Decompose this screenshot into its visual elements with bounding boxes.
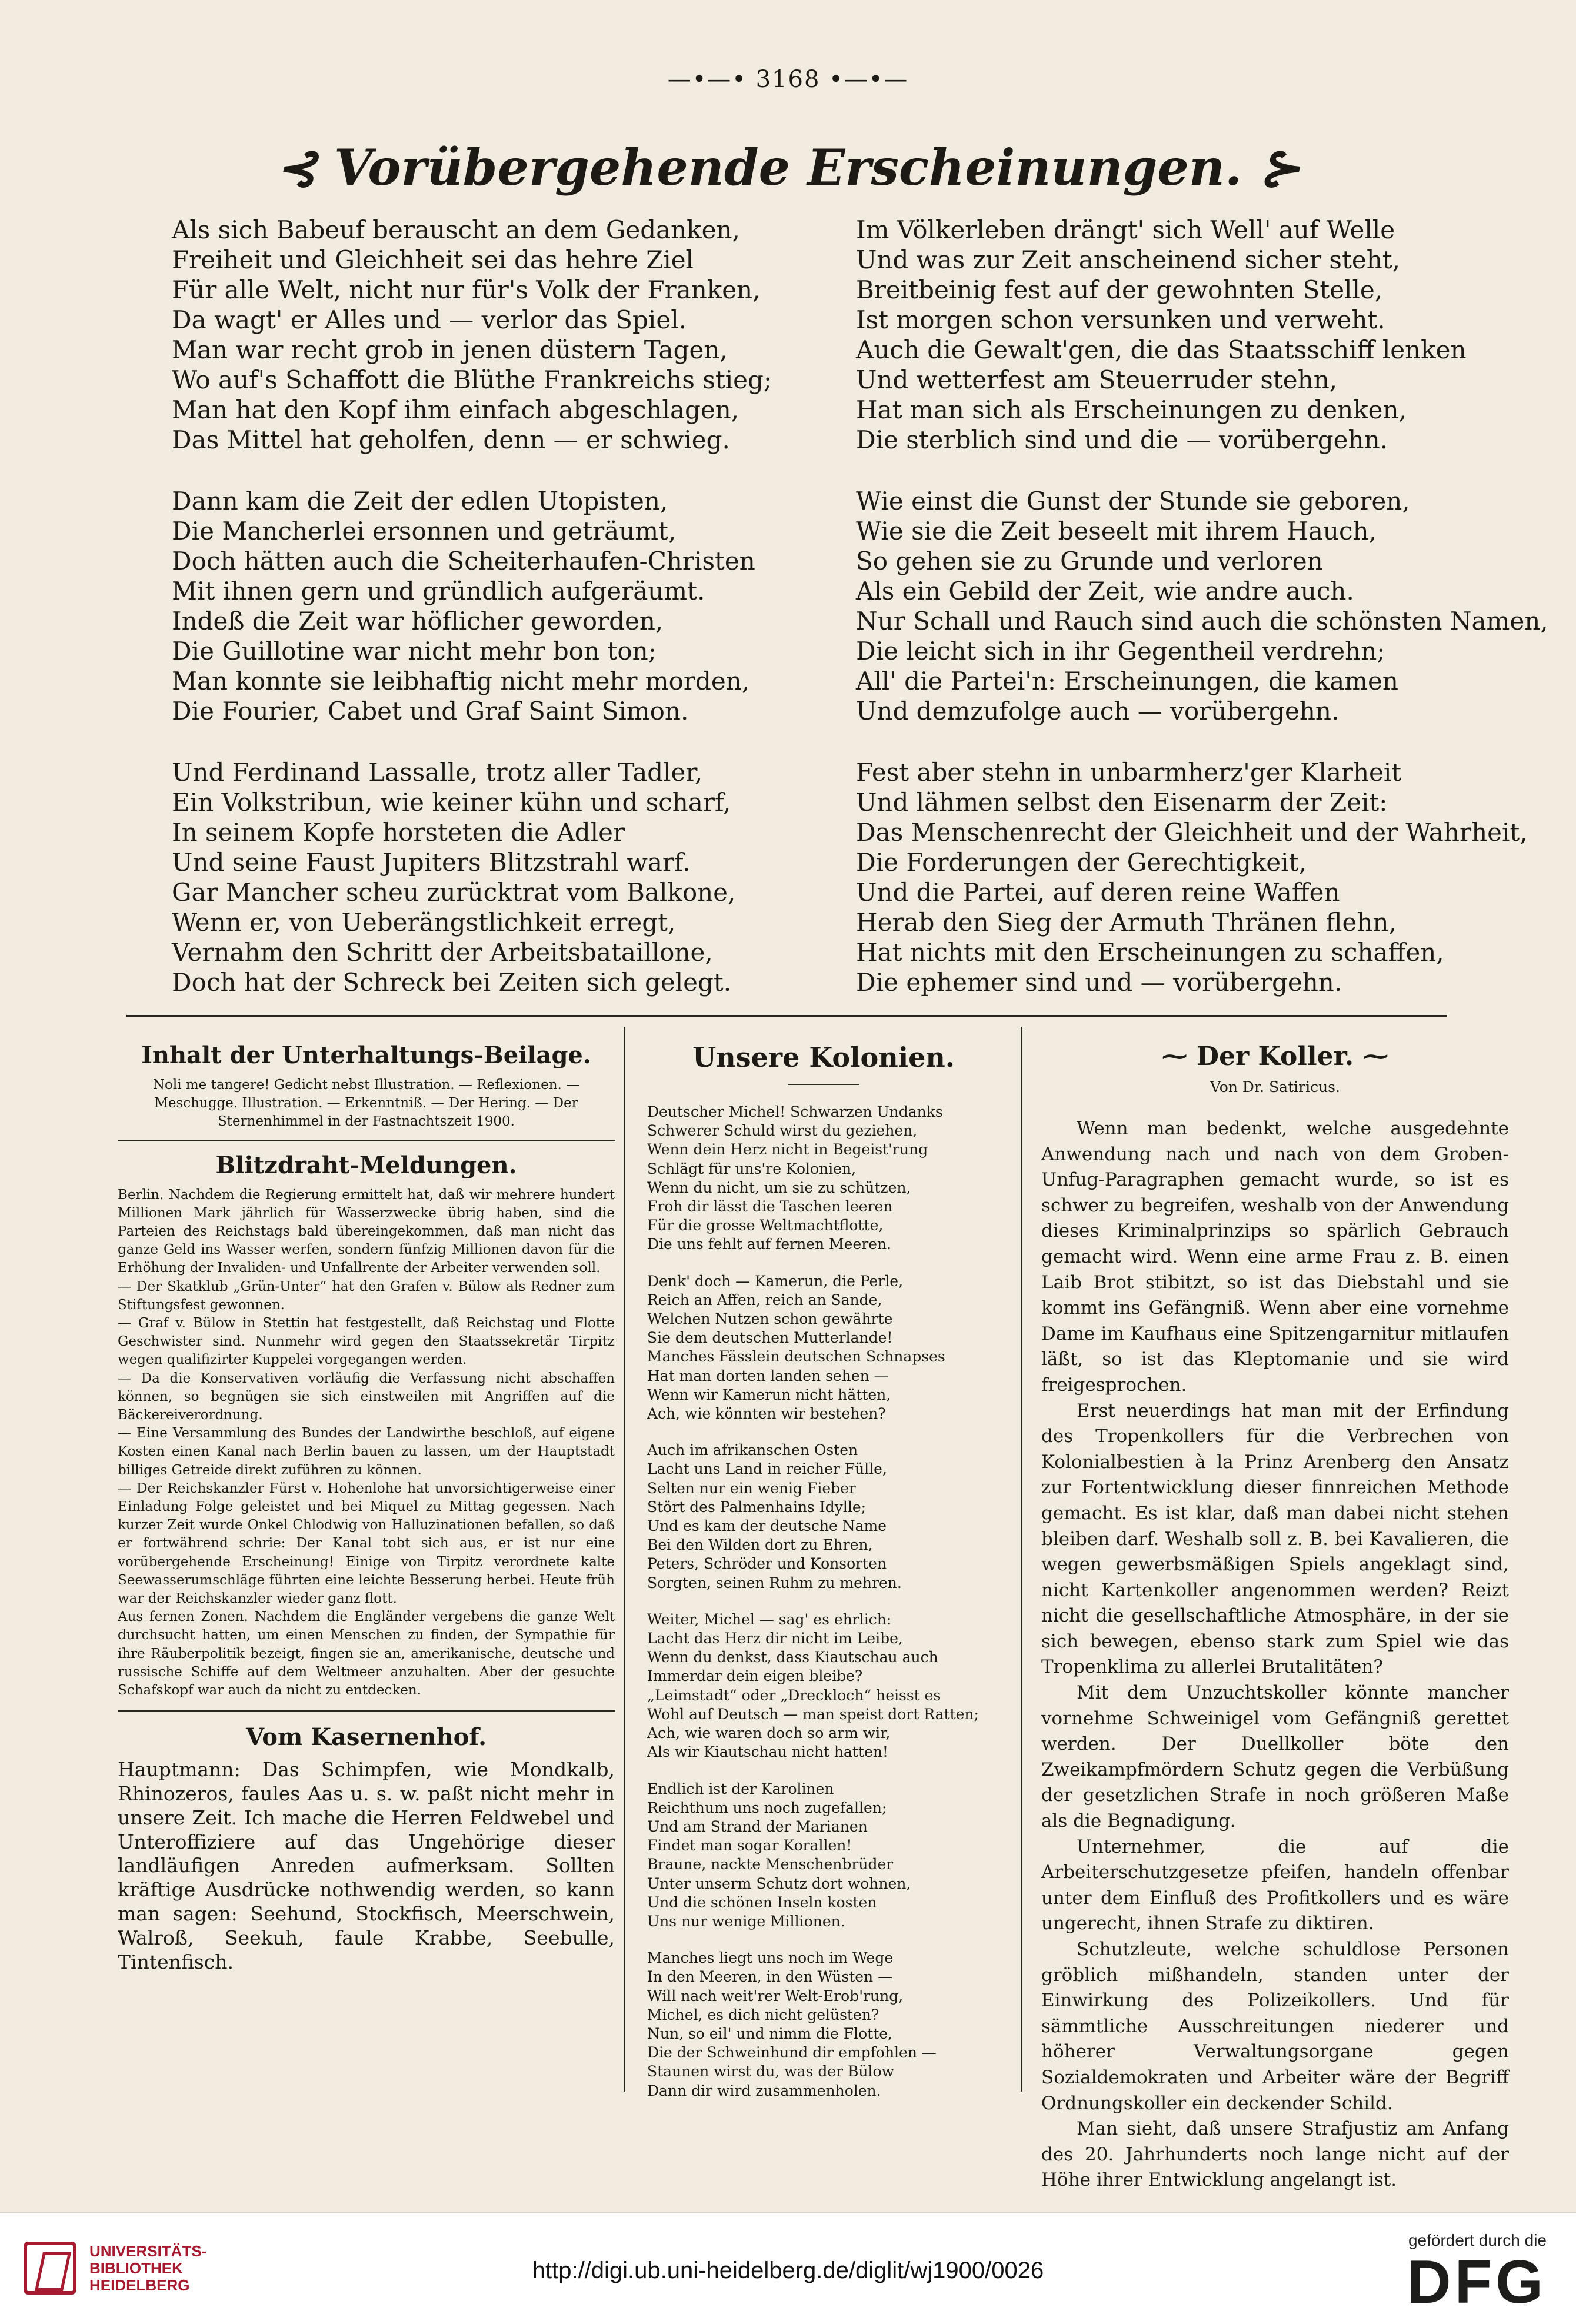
stanza [647,1780,1018,1932]
verse-line: Braune, nackte Menschenbrüder [647,1856,894,1873]
paragraph: Erst neuerdings hat man mit der Erfindung des Tropenkollers für die Verbrechen von Kolonialbestien à la Prinz Arenberg den Ansatz zur Fortentwicklung dieser finnreichen Methode gemacht. Es ist klar, daß man dabei nicht stehen bleiben darf. Weshalb soll z. B. bei Kavalieren, die wegen gewerbsmäßigen Spiels angeklagt sind, nicht Kartenkoller angenommen werden? Reizt nicht die gesellschaftliche Atmosphäre, in der sie sich bewegen, ebenso stark zum Spiel wie das Tropenklima zu allerlei Brutalitäten? [1041,1400,1509,1678]
inhalt-text: Noli me tangere! Gedicht nebst Illustration. — Reflexionen. — Meschugge. Illustration. — Erkenntniß. — Der Hering. — Der Sternenhimmel in der Fastnachtszeit 1900. [152,1077,580,1130]
kasernenhof-text: Hauptmann: Das Schimpfen, wie Mondkalb, Rhinozeros, faules Aas u. s. w. paßt nicht mehr in unsere Zeit. Ich mache die Herren Feldwebel und Unteroffiziere auf das Ungehörige dieser landläufigen Anreden aufmerksam. Sollten kräftige Ausdrücke nothwendig werden, so kann man sagen: Seehund, Stockfisch, Meerschwein, Walroß, Seekuh, faule Krabbe, Seebulle, Tintenfisch. [118,1758,615,1973]
verse-line: Lacht uns Land in reicher Fülle, [647,1460,887,1478]
verse-line: Doch hat der Schreck bei Zeiten sich gelegt. [172,968,732,997]
verse-line: Wenn er, von Ueberängstlichkeit erregt, [172,908,676,937]
verse-line: Für alle Welt, nicht nur für's Volk der Franken, [172,275,761,304]
koller-body [1041,1116,1509,2193]
verse-line: Fest aber stehn in unbarmherz'ger Klarheit [856,758,1402,787]
poem-title: ⊰ Vorübergehende Erscheinungen. ⊱ [275,138,1301,197]
verse-line: Wenn du nicht, um sie zu schützen, [647,1178,911,1196]
verse-line: Schwerer Schuld wirst du geziehen, [647,1122,918,1140]
verse-line: Als sich Babeuf berauscht an dem Gedanken, [172,215,740,244]
stanza [647,1103,1018,1254]
verse-line: Und seine Faust Jupiters Blitzstrahl warf. [172,848,691,877]
kasernenhof-heading: Vom Kasernenhof. [245,1723,487,1752]
footer-bar [0,2212,1576,2324]
koller-heading: ⁓ Der Koller. ⁓ [1161,1041,1389,1071]
blitz-heading: Blitzdraht-Meldungen. [215,1151,517,1179]
verse-line: Im Völkerleben drängt' sich Well' auf Welle [856,215,1395,244]
verse-line: Und Ferdinand Lassalle, trotz aller Tadler, [172,758,703,787]
verse-line: In den Meeren, in den Wüsten — [647,1968,893,1986]
verse-line: Dann dir wird zusammenholen. [647,2082,881,2099]
verse-line: Staunen wirst du, was der Bülow [647,2063,894,2080]
verse-line: Und die Partei, auf deren reine Waffen [856,878,1340,907]
stanza [856,757,1556,997]
verse-line: Gar Mancher scheu zurücktrat vom Balkone, [172,878,736,907]
verse-line: Da wagt' er Alles und — verlor das Spiel. [172,305,687,334]
verse-line: Und demzufolge auch — vorübergehn. [856,697,1340,725]
verse-line: Endlich ist der Karolinen [647,1780,834,1797]
verse-line: Sie dem deutschen Mutterlande! [647,1329,893,1347]
verse-line: Ist morgen schon versunken und verweht. [856,305,1385,334]
verse-line: Hat man dorten landen sehen — [647,1367,889,1384]
verse-line: Michel, es dich nicht gelüsten? [647,2006,879,2023]
verse-line: Nur Schall und Rauch sind auch die schönsten Namen, [856,607,1548,635]
verse-line: „Leimstadt“ oder „Dreckloch“ heisst es [647,1686,941,1704]
verse-line: Vernahm den Schritt der Arbeitsbataillone, [172,938,713,967]
right-column [1041,1041,1509,2191]
verse-line: Peters, Schröder und Konsorten [647,1555,887,1573]
verse-line: Und was zur Zeit anscheinend sicher steht, [856,245,1400,274]
koller-author: Von Dr. Satiricus. [1210,1078,1340,1096]
divider [118,1710,615,1712]
paragraph: — Graf v. Bülow in Stettin hat festgestellt, daß Reichstag und Flotte Geschwister sind. Nunmehr wird gegen den Staatssekretär Tirpitz wegen qualifizirter Kuppelei vorgegangen werden. [118,1316,615,1368]
stanza [172,757,872,997]
verse-line: Reichthum uns noch zugefallen; [647,1799,887,1816]
verse-line: So gehen sie zu Grunde und verloren [856,547,1323,575]
verse-line: Immerdar dein eigen bleibe? [647,1667,863,1685]
paragraph: Aus fernen Zonen. Nachdem die Engländer vergebens die ganze Welt durchsucht hatten, um einen Menschen zu finden, der Sympathie für ihre Räuberpolitik bezeigt, fingen sie an, amerikanische, deutsche und russische Schiffe auf dem Weltmeer anzuhalten. Aber der gesuchte Schafskopf war auch da nicht zu entdecken. [118,1609,615,1699]
verse-line: Selten nur ein wenig Fieber [647,1479,856,1497]
verse-line: Das Menschenrecht der Gleichheit und der Wahrheit, [856,818,1528,847]
column-rule [1021,1027,1022,2092]
verse-line: Auch im afrikanschen Osten [647,1441,858,1459]
verse-line: Wenn dein Herz nicht in Begeist'rung [647,1141,928,1158]
paragraph: Mit dem Unzuchtskoller könnte mancher vornehme Schweinigel vom Gefängniß gerettet werden. Der Duellkoller böte den Zweikampfmördern Schutz gegen die Verbüßung der gesetzlichen Strafe in noch größeren Maße als die Begnadigung. [1041,1682,1509,1832]
stanza [647,1610,1018,1762]
verse-line: Ach, wie könnten wir bestehen? [647,1405,886,1423]
paragraph: Unternehmer, die auf die Arbeiterschutzgesetze pfeifen, handeln offenbar unter dem Einfluß des Profitkollers und es wäre ungerecht, ihnen Strafe zu diktiren. [1041,1836,1509,1935]
verse-line: Herab den Sieg der Armuth Thränen flehn, [856,908,1397,937]
verse-line: Man war recht grob in jenen düstern Tagen, [172,335,728,364]
verse-line: Wenn du denkst, dass Kiautschau auch [647,1649,938,1666]
verse-line: Man hat den Kopf ihm einfach abgeschlagen, [172,395,739,424]
verse-line: Manches Fässlein deutschen Schnapses [647,1348,945,1366]
verse-line: Wie einst die Gunst der Stunde sie geboren, [856,487,1410,515]
verse-line: Wenn wir Kamerun nicht hätten, [647,1386,891,1403]
stanza [647,1272,1018,1424]
verse-line: Stört des Palmenhains Idylle; [647,1498,867,1516]
verse-line: Das Mittel hat geholfen, denn — er schwieg. [172,425,730,454]
verse-line: Die sterblich sind und die — vorübergehn. [856,425,1388,454]
verse-line: Doch hätten auch die Scheiterhaufen-Christen [172,547,755,575]
verse-line: Und die schönen Inseln kosten [647,1893,877,1911]
verse-line: Schlägt für uns're Kolonien, [647,1160,857,1177]
stanza [856,486,1556,726]
column-rule [624,1027,625,2092]
paragraph: — Der Reichskanzler Fürst v. Hohenlohe hat unvorsichtigerweise einer Einladung Folge geleistet und bei Miquel zu Mittag gegessen. Nach kurzer Zeit wurde Onkel Chlodwig von Halluzinationen befallen, so daß er fortwährend schrie: Der Kanal tobt sich aus, er ist nur eine vorübergehende Erscheinung! Einige von Tirpitz verordnete kalte Seewasserumschläge führten eine leichte Besserung herbei. Heute früh war der Reichskanzler wieder ganz flott. [118,1480,615,1607]
poem-right-column [856,215,1556,1028]
middle-column [629,1041,1018,2100]
paragraph: Schutzleute, welche schuldlose Personen gröblich mißhandeln, standen unter der Einwirkung des Polizeikollers. Und für sämmtliche Ausschreitungen niederer und höherer Verwaltungsorgane gegen Sozialdemokraten und Arbeiter wäre der Begriff Ordnungskoller ein deckender Schild. [1041,1939,1509,2114]
left-column [118,1041,615,2100]
source-url[interactable]: http://digi.ub.uni-heidelberg.de/diglit/wj1900/0026 [532,2258,1044,2283]
verse-line: Dann kam die Zeit der edlen Utopisten, [172,487,668,515]
page-number: —•—• 3168 •—•— [667,66,909,93]
verse-line: Welchen Nutzen schon gewährte [647,1310,893,1328]
verse-line: Hat nichts mit den Erscheinungen zu schaffen, [856,938,1444,967]
verse-line: Ein Volkstribun, wie keiner kühn und scharf, [172,788,731,817]
paragraph: — Der Skatklub „Grün-Unter“ hat den Grafen v. Bülow als Redner zum Stiftungsfest gewonnen. [118,1278,615,1313]
verse-line: Wie sie die Zeit beseelt mit ihrem Hauch, [856,517,1377,545]
verse-line: Nun, so eil' und nimm die Flotte, [647,2025,892,2042]
paragraph: — Eine Versammlung des Bundes der Landwirthe beschloß, auf eigene Kosten einen Kanal nach Berlin bauen zu lassen, um der Hauptstadt billiges Getreide direkt zuführen zu können. [118,1426,615,1478]
verse-line: Will nach weit'rer Welt-Erob'rung, [647,1987,904,2005]
paragraph: — Da die Konservativen vorläufig die Verfassung nicht abschaffen können, so begnügen sie sich einstweilen mit Angriffen auf die Bäckereiverordnung. [118,1370,615,1423]
kolonien-heading: Unsere Kolonien. [692,1041,955,1073]
blitz-body [118,1186,615,1700]
stanza [647,1441,1018,1593]
university-name: UNIVERSITÄTS- BIBLIOTHEK HEIDELBERG [89,2242,207,2294]
verse-line: Die uns fehlt auf fernen Meeren. [647,1236,892,1253]
paragraph: Berlin. Nachdem die Regierung ermittelt hat, daß wir mehrere hundert Millionen Mark jährlich für Wasserzwecke übrig haben, sind die Parteien des Reichstags bald übereingekommen, daß man nicht das ganze Geld ins Wasser werfen, sondern fünfzig Millionen davon für die Erhöhung der Invaliden- und Unfallrente der Arbeiter verwenden soll. [118,1187,615,1276]
verse-line: Ach, wie waren doch so arm wir, [647,1724,891,1742]
verse-line: Bei den Wilden dort zu Ehren, [647,1536,873,1554]
verse-line: Und am Strand der Marianen [647,1817,868,1835]
verse-line: Für die grosse Weltmachtflotte, [647,1217,884,1234]
verse-line: Wohl auf Deutsch — man speist dort Ratten; [647,1705,979,1723]
verse-line: Die leicht sich in ihr Gegentheil verdrehn; [856,637,1385,665]
verse-line: Unter unserm Schutz dort wohnen, [647,1874,911,1892]
verse-line: Und lähmen selbst den Eisenarm der Zeit: [856,788,1388,817]
stanza [172,486,872,726]
funder-label: gefördert durch die [1408,2231,1547,2249]
paragraph: Man sieht, daß unsere Strafjustiz am Anfang des 20. Jahrhunderts noch lange nicht auf der Höhe ihrer Entwicklung angelangt ist. [1041,2118,1509,2191]
verse-line: In seinem Kopfe horsteten die Adler [172,818,625,847]
kolonien-poem [629,1103,1018,2100]
verse-line: Sorgten, seinen Ruhm zu mehren. [647,1574,902,1591]
verse-line: All' die Partei'n: Erscheinungen, die kamen [856,667,1398,695]
verse-line: Findet man sogar Korallen! [647,1837,852,1854]
verse-line: Man konnte sie leibhaftig nicht mehr morden, [172,667,750,695]
verse-line: Auch die Gewalt'gen, die das Staatsschiff lenken [856,335,1467,364]
verse-line: Reich an Affen, reich an Sande, [647,1291,882,1309]
verse-line: Breitbeinig fest auf der gewohnten Stelle, [856,275,1383,304]
verse-line: Hat man sich als Erscheinungen zu denken, [856,395,1407,424]
verse-line: Die ephemer sind und — vorübergehn. [856,968,1342,997]
stanza [647,1949,1018,2100]
verse-line: Die Forderungen der Gerechtigkeit, [856,848,1307,877]
verse-line: Die Mancherlei ersonnen und geträumt, [172,517,677,545]
verse-line: Freiheit und Gleichheit sei das hehre Ziel [172,245,694,274]
section-divider [126,1015,1447,1017]
verse-line: Mit ihnen gern und gründlich aufgeräumt. [172,577,705,605]
divider [788,1084,859,1085]
verse-line: Manches liegt uns noch im Wege [647,1949,894,1967]
verse-line: Und es kam der deutsche Name [647,1517,887,1535]
verse-line: Als ein Gebild der Zeit, wie andre auch. [856,577,1354,605]
verse-line: Wo auf's Schaffott die Blüthe Frankreichs stieg; [172,365,772,394]
stanza [856,215,1556,455]
verse-line: Uns nur wenige Millionen. [647,1912,845,1930]
verse-line: Froh dir lässt die Taschen leeren [647,1198,893,1216]
dfg-logo[interactable] [1407,2231,1547,2315]
inhalt-heading: Inhalt der Unterhaltungs-Beilage. [141,1041,591,1069]
divider [118,1140,615,1141]
paragraph: Wenn man bedenkt, welche ausgedehnte Anwendung nach und nach von dem Groben-Unfug-Paragraphen gemacht wurde, so ist es schwer zu begreifen, weshalb von der Anwendung dieses Kriminalprinzips so spärlich Gebrauch gemacht wird. Wenn eine arme Frau z. B. einen Laib Brot stibitzt, so ist das Diebstahl und sie kommt ins Gefängniß. Wenn aber eine vornehme Dame im Kaufhaus eine Spitzengarnitur mitlaufen läßt, so ist das Kleptomanie und sie wird freigesprochen. [1041,1118,1509,1396]
poem-left-column [172,215,872,1028]
stanza [172,215,872,455]
dfg-wordmark: DFG [1407,2248,1547,2316]
verse-line: Deutscher Michel! Schwarzen Undanks [647,1103,943,1120]
verse-line: Denk' doch — Kamerun, die Perle, [647,1272,904,1290]
verse-line: Weiter, Michel — sag' es ehrlich: [647,1610,892,1628]
verse-line: Als wir Kiautschau nicht hatten! [647,1743,888,1761]
verse-line: Die Fourier, Cabet und Graf Saint Simon. [172,697,689,725]
verse-line: Indeß die Zeit war höflicher geworden, [172,607,664,635]
verse-line: Die Guillotine war nicht mehr bon ton; [172,637,657,665]
verse-line: Die der Schweinhund dir empfohlen — [647,2044,937,2062]
verse-line: Und wetterfest am Steuerruder stehn, [856,365,1338,394]
verse-line: Lacht das Herz dir nicht im Leibe, [647,1630,903,1647]
